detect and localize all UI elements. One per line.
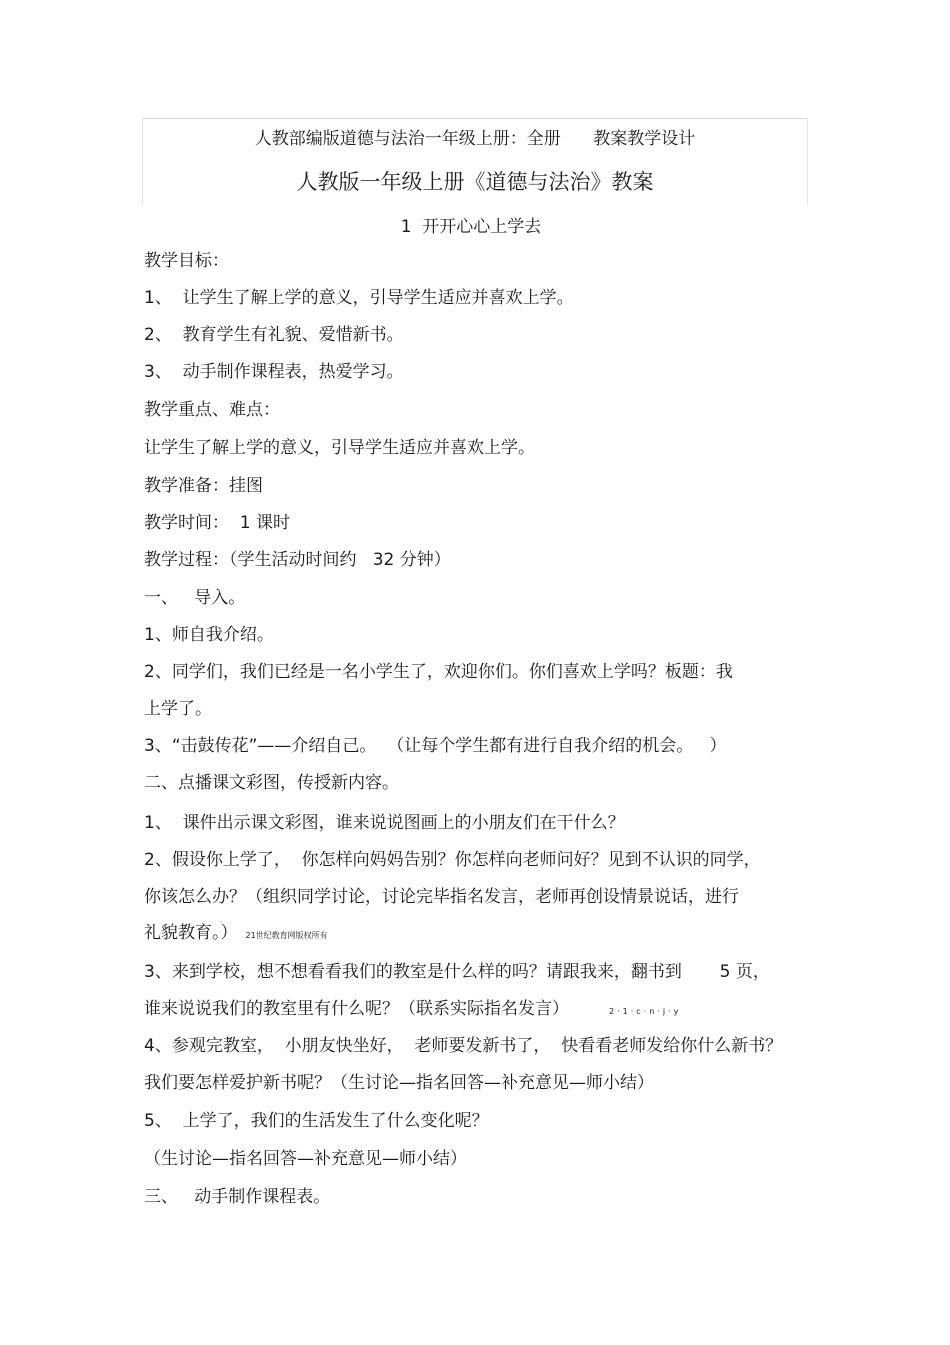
text-line: 教学重点、难点： [144,400,280,420]
text-line: 教学时间： 1 课时 [144,513,291,533]
text-line: 3、来到学校，想不想看看我们的教室是什么样的吗？请跟我来，翻书到 5 页， [144,962,770,982]
text-line: 1、 课件出示课文彩图，谁来说说图画上的小朋友们在干什么？ [144,813,625,833]
text-line: 二、点播课文彩图，传授新内容。 [144,773,399,793]
text-line: 3、“击鼓传花”——介绍自己。 （让每个学生都有进行自我介绍的机会。 ） [144,736,727,756]
text-line: 教学准备：挂图 [144,476,263,496]
text-line: 4、参观完教室， 小朋友快坐好， 老师要发新书了， 快看看老师发给你什么新书？ [144,1036,783,1056]
text-line: 我们要怎样爱护新书呢？（生讨论—指名回答—补充意见—师小结） [144,1073,654,1093]
document-title: 人教版一年级上册《道德与法治》教案 [296,170,654,194]
text-line: 2、 教育学生有礼貌、爱惜新书。 [144,325,404,345]
text-line: 上学了。 [144,699,212,719]
text-line: 3、 动手制作课程表，热爱学习。 [144,362,404,382]
text-line: 礼貌教育。） 21世纪教育网版权所有 [144,923,328,943]
text-line: 教学过程：（学生活动时间约 32 分钟） [144,550,451,570]
text-line: 5、 上学了，我们的生活发生了什么变化呢？ [144,1111,489,1131]
lesson-title: 1 开开心心上学去 [400,217,542,237]
text-line: 一、 导入。 [144,588,246,608]
text-line: 2、同学们，我们已经是一名小学生了，欢迎你们。你们喜欢上学吗？板题：我 [144,662,733,682]
text-line: 1、 让学生了解上学的意义，引导学生适应并喜欢上学。 [144,288,574,308]
text-line: 你该怎么办？（组织同学讨论，讨论完毕指名发言，老师再创设情景说话，进行 [144,887,739,907]
text-line: 2、假设你上学了， 你怎样向妈妈告别？你怎样向老师问好？见到不认识的同学， [144,850,761,870]
watermark-text: 21世纪教育网版权所有 [245,931,328,940]
document-subtitle: 人教部编版道德与法治一年级上册：全册 教案教学设计 [254,129,696,149]
text-line: 1、师自我介绍。 [144,625,274,645]
text-line: 三、 动手制作课程表。 [144,1187,331,1207]
text-line: （生讨论—指名回答—补充意见—师小结） [144,1149,467,1169]
watermark-text: 2·1·c·n·j·y [609,1007,682,1016]
text-line: 教学目标： [144,251,229,271]
text-line: 谁来说说我们的教室里有什么呢？（联系实际指名发言） 2·1·c·n·j·y [144,999,682,1019]
text-line: 让学生了解上学的意义，引导学生适应并喜欢上学。 [144,438,535,458]
